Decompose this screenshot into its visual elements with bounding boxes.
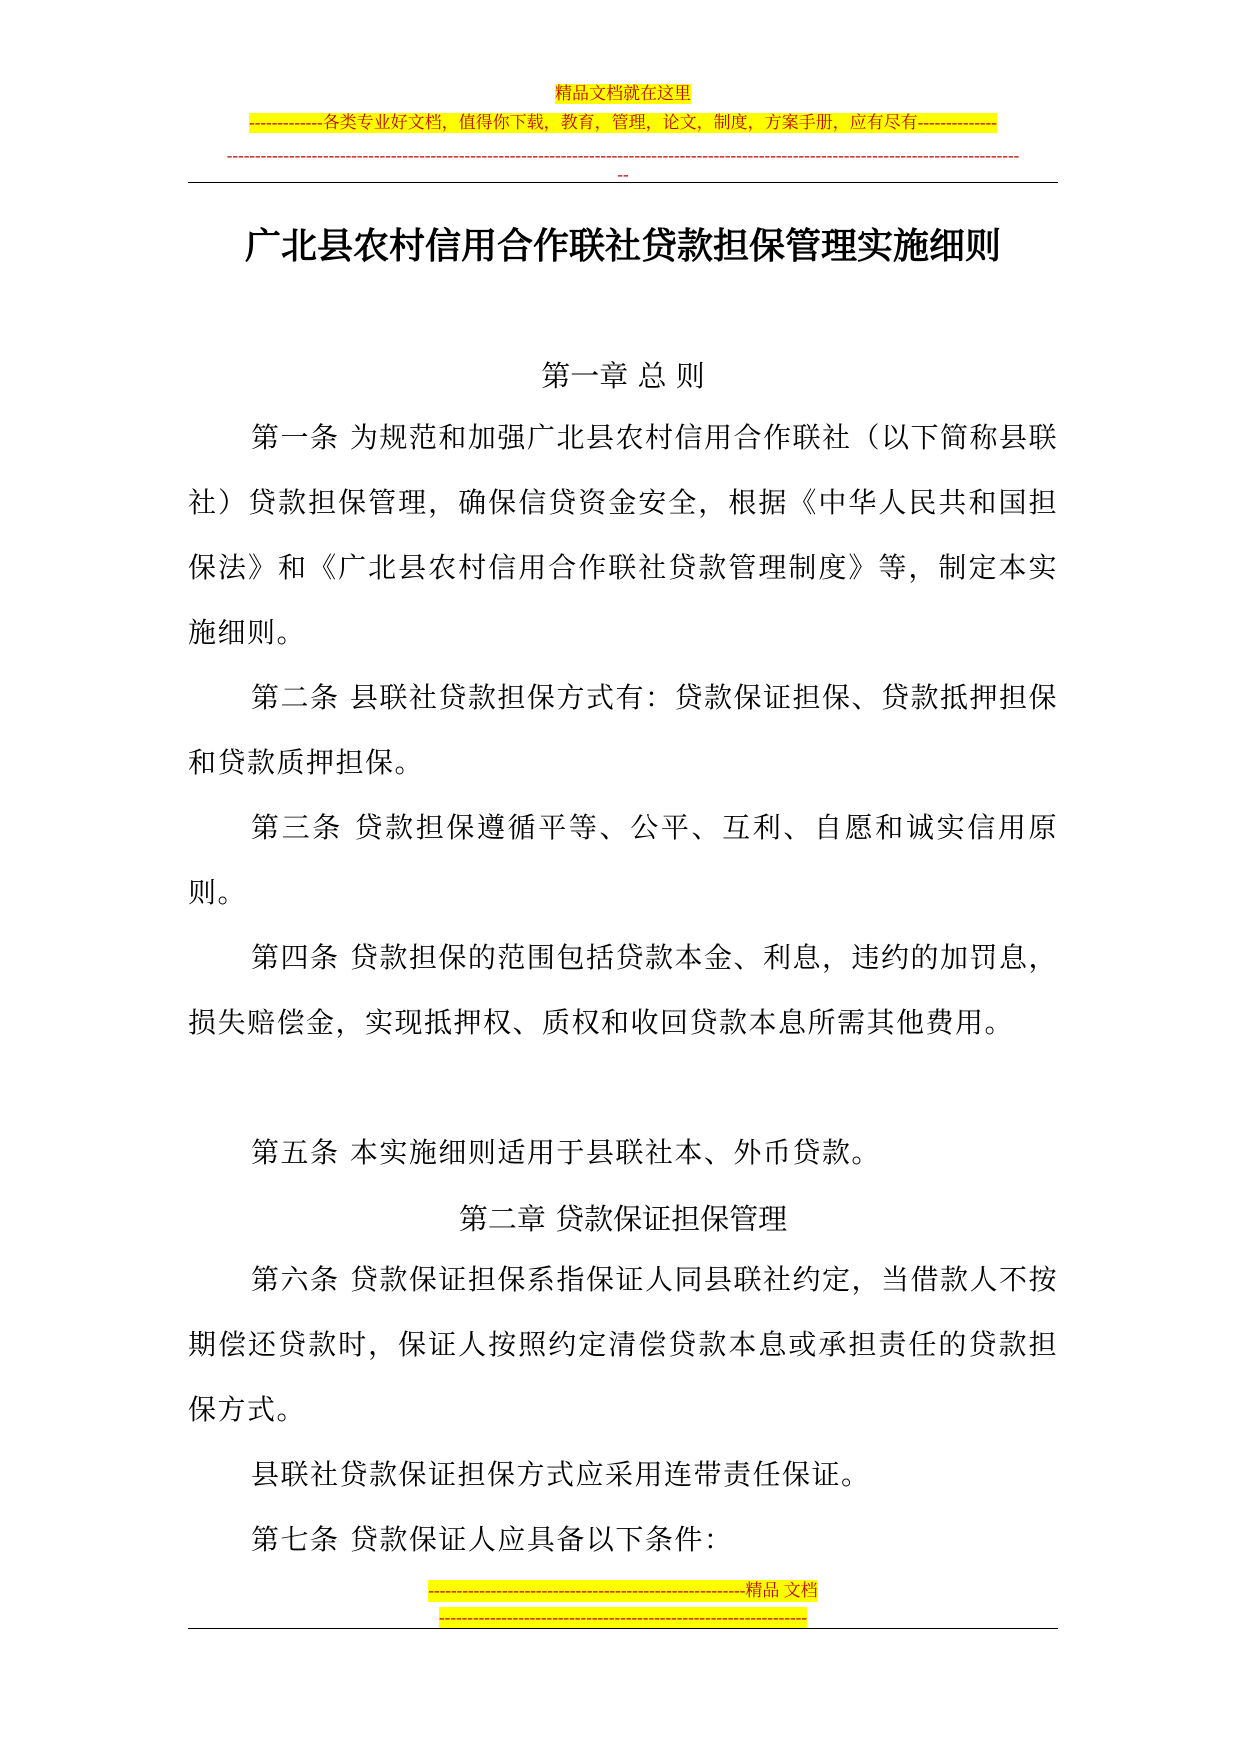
article-3: 第三条 贷款担保遵循平等、公平、互利、自愿和诚实信用原则。 xyxy=(188,811,1058,909)
footer-rule xyxy=(188,1628,1058,1629)
header-tagline-row xyxy=(188,84,1058,109)
footer-row-1 xyxy=(188,1580,1058,1607)
article-4: 第四条 贷款担保的范围包括贷款本金、利息，违约的加罚息，损失赔偿金，实现抵押权、质权和收回贷款本息所需其他费用。 xyxy=(188,941,1058,1039)
article-2: 第二条 县联社贷款担保方式有：贷款保证担保、贷款抵押担保和贷款质押担保。 xyxy=(188,681,1058,779)
footer-dash-line: ----------------------------------------------------------------- xyxy=(439,1608,807,1627)
article-7: 第七条 贷款保证人应具备以下条件： xyxy=(251,1523,734,1556)
header-slogan: -------------各类专业好文档，值得你下载，教育，管理，论文，制度，方案手册，应有尽有-------------- xyxy=(249,113,997,132)
header-dash-line: -------------------------------------------------------------------------------------------------------------------------------------------- xyxy=(226,146,1020,165)
page-footer xyxy=(188,1580,1058,1634)
chapter-2-heading: 第二章 贷款保证担保管理 xyxy=(458,1202,788,1236)
chapter-1-heading: 第一章 总 则 xyxy=(541,359,705,393)
article-6: 第六条 贷款保证担保系指保证人同县联社约定，当借款人不按期偿还贷款时，保证人按照约定清偿贷款本息或承担责任的贷款担保方式。 xyxy=(188,1263,1058,1426)
document-title: 广北县农村信用合作联社贷款担保管理实施细则 xyxy=(244,226,1001,267)
header-rule xyxy=(188,182,1058,183)
article-5: 第五条 本实施细则适用于县联社本、外币贷款。 xyxy=(251,1136,881,1169)
article-6-note: 县联社贷款保证担保方式应采用连带责任保证。 xyxy=(251,1458,871,1491)
article-1: 第一条 为规范和加强广北县农村信用合作联社（以下简称县联社）贷款担保管理，确保信贷资金安全，根据《中华人民共和国担保法》和《广北县农村信用合作联社贷款管理制度》等，制定本实施细则。 xyxy=(188,421,1058,649)
header-tagline: 精品文档就在这里 xyxy=(555,84,691,103)
header-dash-tail: -- xyxy=(617,165,629,184)
footer-label: --------------------------------------------------------精品 文档 xyxy=(428,1581,818,1600)
page-header xyxy=(188,84,1058,184)
header-slogan-row xyxy=(188,113,1058,138)
footer-row-2 xyxy=(188,1607,1058,1634)
